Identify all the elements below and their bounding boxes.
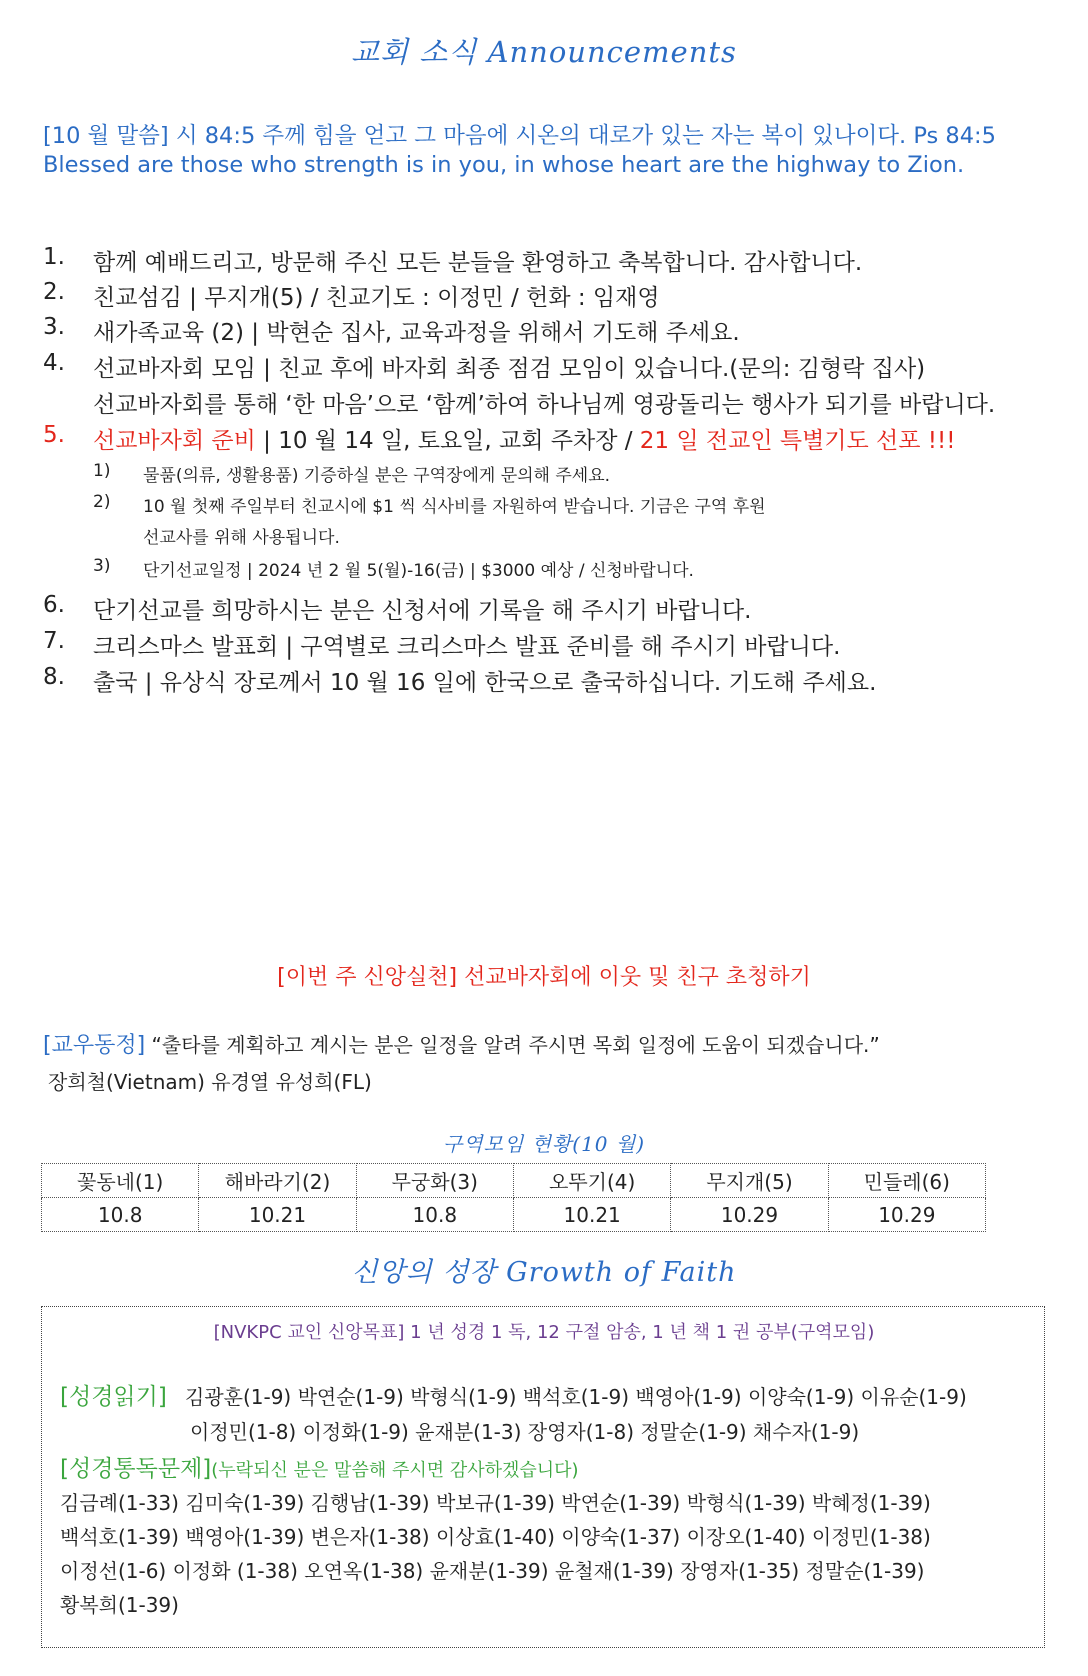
sub-item-continuation: 선교사를 위해 사용됩니다. [143, 528, 340, 548]
table-row [42, 1198, 986, 1232]
table-cell: 10.21 [513, 1198, 670, 1232]
table-header-cell: 해바라기(2) [199, 1164, 356, 1198]
item-number: 8. [43, 664, 65, 690]
member-news-quote: “출타를 계획하고 계시는 분은 일정을 알려 주시면 목회 일정에 도움이 되겠습니다.” [145, 1033, 880, 1057]
item-text: 친교섬김 | 무지개(5) / 친교기도 : 이정민 / 헌화 : 임재영 [93, 285, 660, 311]
bible-quiz-names: 이정선(1-6) 이정화 (1-38) 오연옥(1-38) 윤재분(1-39) 윤철재(1-39) 장영자(1-35) 정말순(1-39) [60, 1559, 925, 1583]
bible-quiz-names: 김금례(1-33) 김미숙(1-39) 김행남(1-39) 박보규(1-39) 박연순(1-39) 박형식(1-39) 박혜정(1-39) [60, 1491, 931, 1515]
bible-quiz-names: 황복희(1-39) [60, 1593, 179, 1617]
sub-item-number: 3) [93, 556, 111, 576]
item-text: 크리스마스 발표회 | 구역별로 크리스마스 발표 준비를 해 주시기 바랍니다. [93, 634, 841, 660]
table-cell: 10.29 [828, 1198, 985, 1232]
item-number: 3. [43, 314, 65, 340]
verse-korean: [10 월 말씀] 시 84:5 주께 힘을 얻고 그 마음에 시온의 대로가 있는 자는 복이 있나이다. Ps 84:5 [43, 123, 996, 149]
bible-reading-names: 이정민(1-8) 이정화(1-9) 윤재분(1-3) 장영자(1-8) 정말순(1-9) 채수자(1-9) [190, 1420, 860, 1444]
member-news-names: 장희철(Vietnam) 유경열 유성희(FL) [48, 1070, 372, 1094]
faith-goal: [NVKPC 교인 신앙목표] 1 년 성경 1 독, 12 구절 암송, 1 년 책 1 권 공부(구역모임) [213, 1322, 875, 1343]
item-text: 새가족교육 (2) | 박현순 집사, 교육과정을 위해서 기도해 주세요. [93, 320, 740, 346]
member-news [43, 1028, 880, 1059]
table-header-cell: 오뚜기(4) [513, 1164, 670, 1198]
item-detail: | 10 월 14 일, 토요일, 교회 주차장 / [255, 428, 640, 454]
table-header-cell: 무궁화(3) [356, 1164, 513, 1198]
group-meeting-title: 구역모임 현황(10 월) [442, 1132, 645, 1156]
bible-reading-label: [성경읽기] [60, 1384, 167, 1410]
item-emphasis: 21 일 전교인 특별기도 선포 !!! [639, 428, 956, 454]
member-news-label: [교우동정] [43, 1033, 146, 1058]
verse-english: Blessed are those who strength is in you, in whose heart are the highway to Zion. [43, 152, 965, 178]
bible-quiz-names: 백석호(1-39) 백영아(1-39) 변은자(1-38) 이상효(1-40) 이양숙(1-37) 이장오(1-40) 이정민(1-38) [60, 1525, 931, 1549]
sub-item-text: 단기선교일정 | 2024 년 2 월 5(월)-16(금) | $3000 예상 / 신청바랍니다. [143, 561, 694, 581]
item-continuation: 선교바자회를 통해 ‘한 마음’으로 ‘함께’하여 하나님께 영광돌리는 행사가 되기를 바랍니다. [93, 392, 996, 418]
sub-item-text: 10 월 첫째 주일부터 친교시에 $1 씩 식사비를 자원하여 받습니다. 기금은 구역 후원 [143, 497, 766, 517]
sub-item-text: 물품(의류, 생활용품) 기증하실 분은 구역장에게 문의해 주세요. [143, 466, 611, 486]
growth-section-title: 신앙의 성장 Growth of Faith [351, 1257, 737, 1288]
item-number: 4. [43, 350, 65, 376]
item-text [93, 422, 955, 455]
table-header-cell: 무지개(5) [671, 1164, 828, 1198]
weekly-practice: [이번 주 신앙실천] 선교바자회에 이웃 및 친구 초청하기 [277, 965, 811, 990]
table-header-row [42, 1164, 986, 1198]
table-cell: 10.8 [356, 1198, 513, 1232]
table-header-cell: 민들레(6) [828, 1164, 985, 1198]
table-cell: 10.21 [199, 1198, 356, 1232]
item-title: 선교바자회 준비 [93, 428, 256, 454]
item-text: 출국 | 유상식 장로께서 10 월 16 일에 한국으로 출국하십니다. 기도해 주세요. [93, 670, 877, 696]
item-text: 함께 예배드리고, 방문해 주신 모든 분들을 환영하고 축복합니다. 감사합니다. [93, 250, 863, 276]
bible-reading-names: 김광훈(1-9) 박연순(1-9) 박형식(1-9) 백석호(1-9) 백영아(1-9) 이양숙(1-9) 이유순(1-9) [185, 1385, 967, 1409]
item-text: 단기선교를 희망하시는 분은 신청서에 기록을 해 주시기 바랍니다. [93, 598, 752, 624]
bible-quiz-header [60, 1450, 579, 1483]
bible-quiz-note: (누락되신 분은 말씀해 주시면 감사하겠습니다) [211, 1460, 579, 1481]
sub-item-number: 2) [93, 492, 111, 512]
page-title: 교회 소식 Announcements [351, 35, 737, 69]
item-number: 7. [43, 628, 65, 654]
table-header-cell: 꽃동네(1) [42, 1164, 199, 1198]
group-meeting-table [41, 1163, 986, 1232]
table-cell: 10.8 [42, 1198, 199, 1232]
item-number: 6. [43, 592, 65, 618]
sub-item-number: 1) [93, 461, 111, 481]
item-number: 2. [43, 279, 65, 305]
item-text: 선교바자회 모임 | 친교 후에 바자회 최종 점검 모임이 있습니다.(문의: 김형락 집사) [93, 356, 926, 382]
item-number: 1. [43, 244, 65, 270]
bible-quiz-label: [성경통독문제] [60, 1456, 212, 1482]
table-cell: 10.29 [671, 1198, 828, 1232]
item-number: 5. [43, 422, 65, 448]
